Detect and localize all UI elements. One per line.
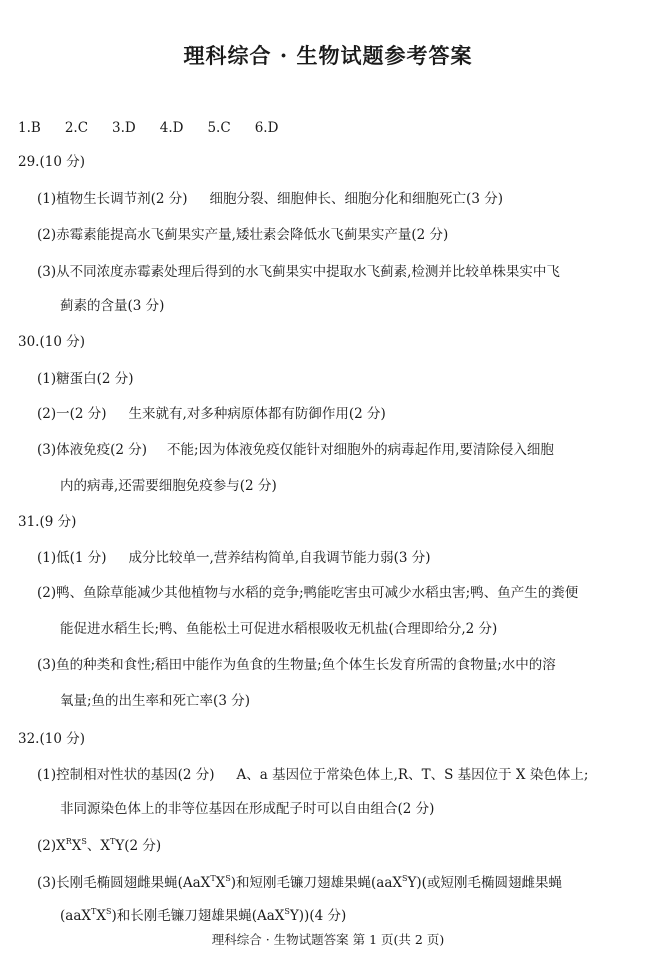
q32-part1-detail: A、a 基因位于常染色体上,R、T、S 基因位于 X 染色体上; xyxy=(236,767,589,783)
superscript: S xyxy=(225,874,231,883)
mc-answer-5: 5.C xyxy=(207,120,231,136)
q32-part2 xyxy=(37,836,161,856)
q32-part3-line1 xyxy=(37,873,562,893)
mc-answer-3: 3.D xyxy=(112,120,136,136)
mc-answer-4: 4.D xyxy=(159,120,184,136)
q29-part1 xyxy=(37,189,503,209)
text: X xyxy=(96,908,106,924)
page-title: 理科综合 · 生物试题参考答案 xyxy=(183,43,473,68)
q30-part3-line2: 内的病毒,还需要细胞免疫参与(2 分) xyxy=(60,478,277,494)
q30-heading: 30.(10 分) xyxy=(18,334,85,350)
q30-part2-answer: (2)一(2 分) xyxy=(37,406,107,422)
mc-answer-2: 2.C xyxy=(64,120,89,136)
superscript: T xyxy=(90,907,97,916)
q31-part2-line1: (2)鸭、鱼除草能减少其他植物与水稻的竞争;鸭能吃害虫可减少水稻虫害;鸭、鱼产生的粪便 xyxy=(37,585,579,601)
q31-heading: 31.(9 分) xyxy=(18,514,77,530)
q32-part3-line2 xyxy=(60,906,346,926)
text: (aaX xyxy=(60,908,91,924)
superscript: T xyxy=(210,874,216,883)
superscript: S xyxy=(402,874,408,883)
superscript: S xyxy=(105,907,112,916)
multiple-choice-answers xyxy=(18,118,302,138)
q31-part3-line2: 氧量;鱼的出生率和死亡率(3 分) xyxy=(60,693,250,709)
q30-part2-detail: 生来就有,对多种病原体都有防御作用(2 分) xyxy=(128,406,386,422)
text: Y(2 分) xyxy=(115,838,162,854)
mc-answer-1: 1.B xyxy=(18,120,41,136)
text: X xyxy=(71,838,82,854)
q31-part1-detail: 成分比较单一,营养结构简单,自我调节能力弱(3 分) xyxy=(128,550,431,566)
text: Y))(4 分) xyxy=(289,908,347,924)
q30-part3-line1 xyxy=(37,440,554,460)
q32-heading: 32.(10 分) xyxy=(18,731,85,747)
q30-part3-answer: (3)体液免疫(2 分) xyxy=(37,442,148,458)
text: 、X xyxy=(86,838,110,854)
text: X xyxy=(215,875,226,891)
q32-part1-line1 xyxy=(37,765,588,785)
q32-part1-line2: 非同源染色体上的非等位基因在形成配子时可以自由组合(2 分) xyxy=(60,801,435,817)
q29-part3-line1: (3)从不同浓度赤霉素处理后得到的水飞蓟果实中提取水飞蓟素,检测并比较单株果实中飞 xyxy=(37,264,560,280)
q31-part2-line2: 能促进水稻生长;鸭、鱼能松土可促进水稻根吸收无机盐(合理即给分,2 分) xyxy=(60,621,498,637)
text: )和长刚毛镰刀翅雄果蝇(AaX xyxy=(111,908,285,924)
q31-part1 xyxy=(37,548,431,568)
q30-part1: (1)糖蛋白(2 分) xyxy=(37,371,134,387)
superscript: S xyxy=(81,837,87,846)
q29-part3-line2: 蓟素的含量(3 分) xyxy=(60,298,165,314)
q30-part2 xyxy=(37,404,386,424)
superscript: S xyxy=(284,907,290,916)
q32-part1-answer: (1)控制相对性状的基因(2 分) xyxy=(37,767,215,783)
page-footer: 理科综合 · 生物试题答案 第 1 页(共 2 页) xyxy=(211,932,445,947)
q29-heading: 29.(10 分) xyxy=(18,154,85,170)
q29-part1-answer: (1)植物生长调节剂(2 分) xyxy=(37,191,188,207)
q31-part3-line1: (3)鱼的种类和食性;稻田中能作为鱼食的生物量;鱼个体生长发育所需的食物量;水中的溶 xyxy=(37,657,556,673)
text: (2)X xyxy=(37,838,66,854)
q31-part1-answer: (1)低(1 分) xyxy=(37,550,107,566)
text: )和短刚毛镰刀翅雄果蝇(aaX xyxy=(230,875,403,891)
q29-part1-detail: 细胞分裂、细胞伸长、细胞分化和细胞死亡(3 分) xyxy=(209,191,503,207)
superscript: R xyxy=(65,837,72,846)
text: Y)(或短刚毛椭圆翅雌果蝇 xyxy=(407,875,562,891)
q30-part3-detail: 不能;因为体液免疫仅能针对细胞外的病毒起作用,要清除侵入细胞 xyxy=(167,442,554,458)
superscript: T xyxy=(110,837,116,846)
q29-part2: (2)赤霉素能提高水飞蓟果实产量,矮壮素会降低水飞蓟果实产量(2 分) xyxy=(37,227,449,243)
text: (3)长刚毛椭圆翅雌果蝇(AaX xyxy=(37,875,211,891)
mc-answer-6: 6.D xyxy=(254,120,279,136)
